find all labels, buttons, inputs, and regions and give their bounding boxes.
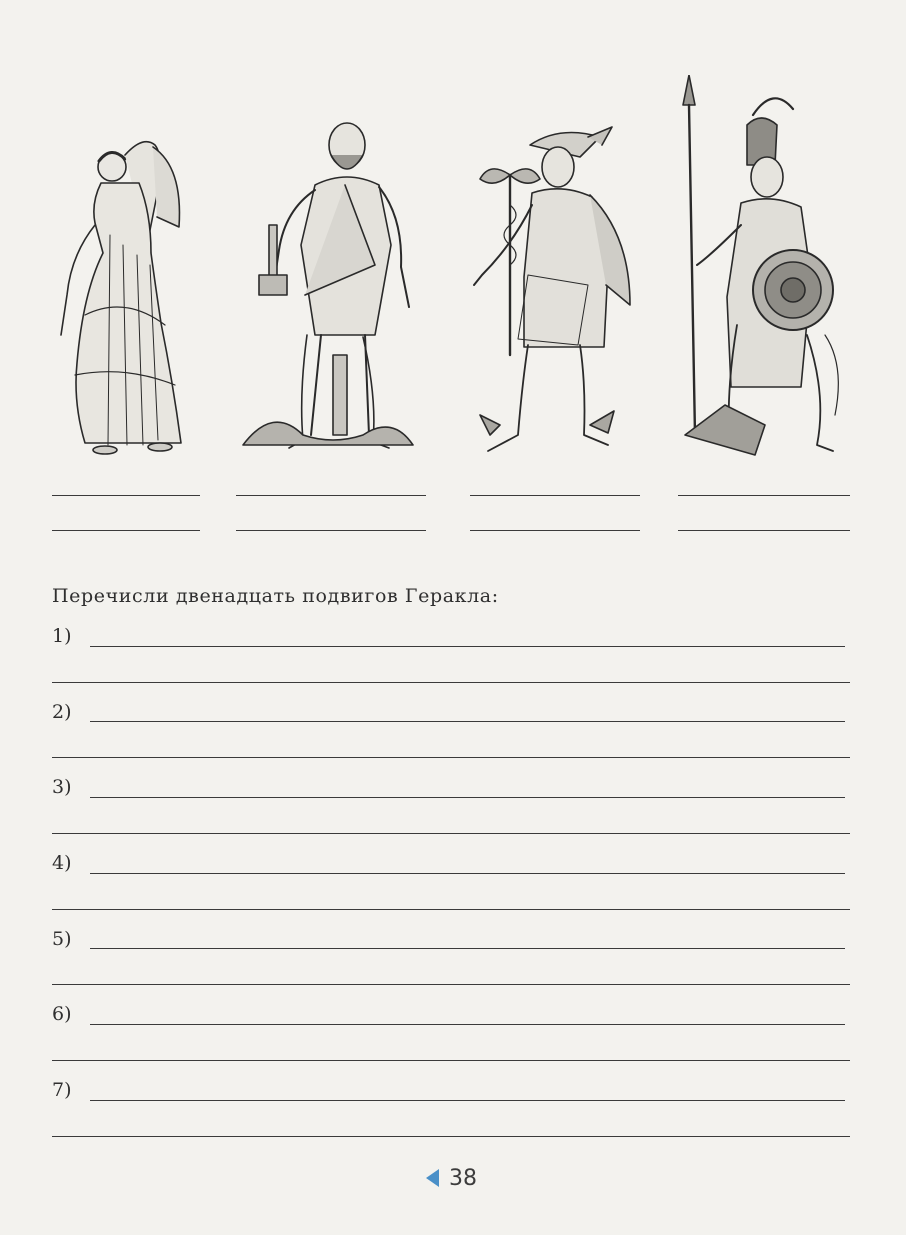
item-4-line-1[interactable] [90,873,845,874]
item-5-line-2[interactable] [52,984,850,985]
item-6-line-2[interactable] [52,1060,850,1061]
item-6-line-1[interactable] [90,1024,845,1025]
item-number-6: 6) [52,1003,72,1025]
item-number-1: 1) [52,625,72,647]
figure-1-answer-line-2[interactable] [52,530,200,531]
item-number-2: 2) [52,701,72,723]
item-3-line-2[interactable] [52,833,850,834]
item-number-7: 7) [52,1079,72,1101]
hermes-statue-icon [470,75,645,465]
item-5-line-1[interactable] [90,948,845,949]
goddess-statue-icon [55,75,205,465]
item-number-5: 5) [52,928,72,950]
page-number-footer [426,1163,477,1193]
item-number-4: 4) [52,852,72,874]
item-7-line-1[interactable] [90,1100,845,1101]
item-4-line-2[interactable] [52,909,850,910]
figure-4-answer-line-2[interactable] [678,530,850,531]
figure-2-answer-line-2[interactable] [236,530,426,531]
item-3-line-1[interactable] [90,797,845,798]
gods-illustrations [0,75,906,465]
athena-statue-icon [675,75,860,465]
item-1-line-2[interactable] [52,682,850,683]
figure-3-answer-line-2[interactable] [470,530,640,531]
figure-3-answer-line-1[interactable] [470,495,640,496]
page-number: 38 [449,1165,477,1191]
item-2-line-1[interactable] [90,721,845,722]
item-1-line-1[interactable] [90,646,845,647]
task-title: Перечисли двенадцать подвигов Геракла: [52,585,499,607]
figure-2-answer-line-1[interactable] [236,495,426,496]
left-arrow-icon [426,1169,439,1187]
hephaestus-statue-icon [235,75,430,465]
figure-4-answer-line-1[interactable] [678,495,850,496]
item-number-3: 3) [52,776,72,798]
item-7-line-2[interactable] [52,1136,850,1137]
figure-1-answer-line-1[interactable] [52,495,200,496]
item-2-line-2[interactable] [52,757,850,758]
